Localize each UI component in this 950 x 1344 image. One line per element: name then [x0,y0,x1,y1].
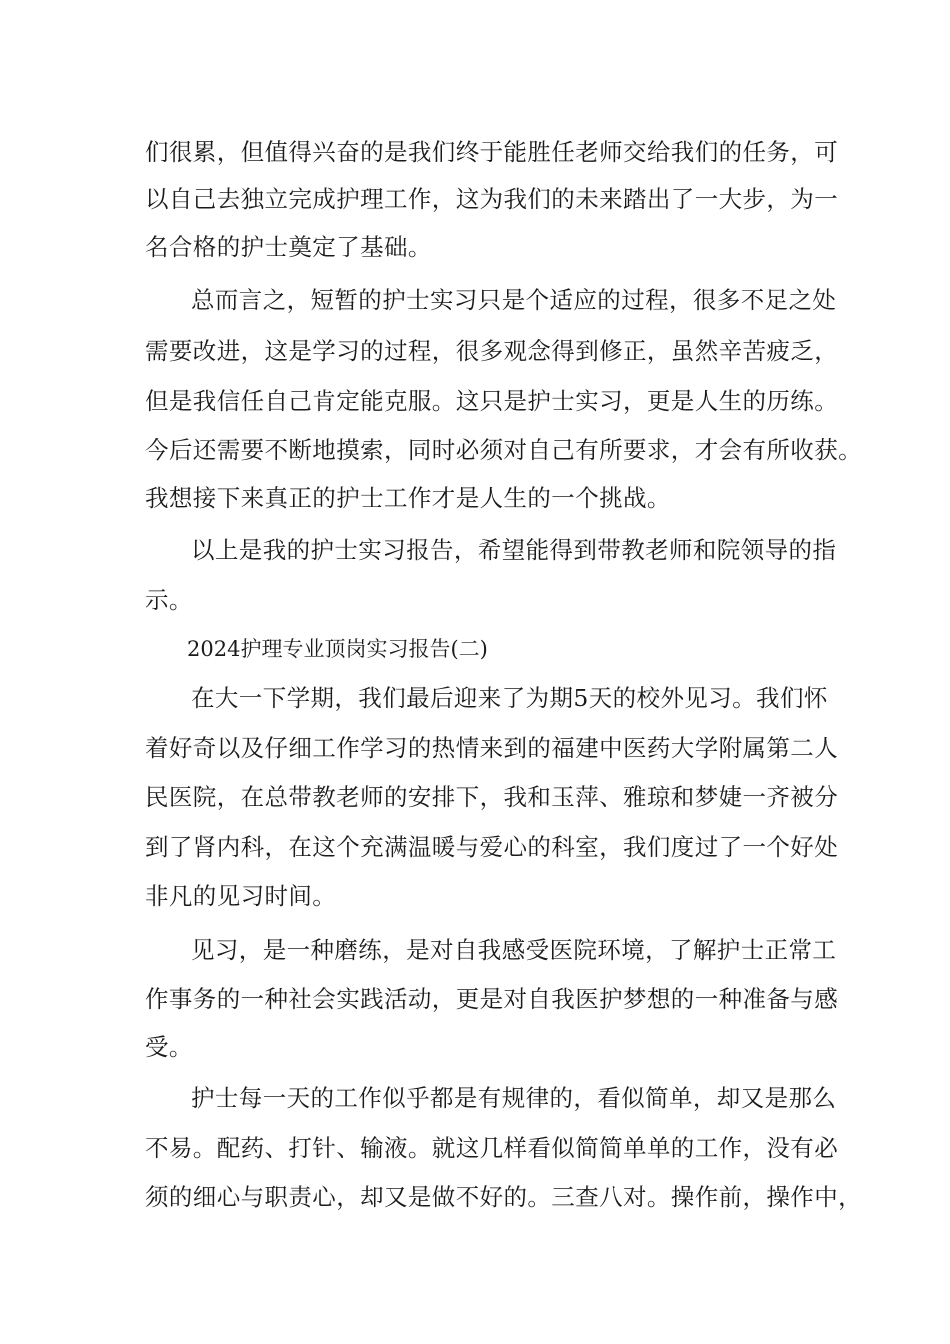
text-line: 作事务的一种社会实践活动，更是对自我医护梦想的一种准备与感 [145,985,839,1013]
text-line: 总而言之，短暂的护士实习只是个适应的过程，很多不足之处 [191,286,837,314]
text-line: 须的细心与职责心，却又是做不好的。三查八对。操作前，操作中， [145,1183,862,1211]
text-line: 示。 [145,586,193,614]
text-line: 到了肾内科，在这个充满温暖与爱心的科室，我们度过了一个好处 [145,833,839,861]
text-line: 但是我信任自己肯定能克服。这只是护士实习，更是人生的历练。 [145,387,839,415]
section-heading: 2024护理专业顶岗实习报告(二) [187,637,488,661]
text-line: 不易。配药、打针、输液。就这几样看似简简单单的工作，没有必 [145,1134,839,1162]
text-line: 需要改进，这是学习的过程，很多观念得到修正，虽然辛苦疲乏， [145,337,839,365]
text-line: 护士每一天的工作似乎都是有规律的，看似简单，却又是那么 [191,1084,837,1112]
text-line: 们很累，但值得兴奋的是我们终于能胜任老师交给我们的任务，可 [145,138,839,166]
text-line: 见习，是一种磨练，是对自我感受医院环境，了解护士正常工 [191,936,837,964]
text-line: 在大一下学期，我们最后迎来了为期5天的校外见习。我们怀 [191,684,828,712]
text-line: 民医院，在总带教老师的安排下，我和玉萍、雅琼和梦婕一齐被分 [145,783,839,811]
text-line: 以自己去独立完成护理工作，这为我们的未来踏出了一大步，为一 [145,185,839,213]
text-line: 我想接下来真正的护士工作才是人生的一个挑战。 [145,484,671,512]
text-line: 着好奇以及仔细工作学习的热情来到的福建中医药大学附属第二人 [145,734,839,762]
text-line: 以上是我的护士实习报告，希望能得到带教老师和院领导的指 [191,536,837,564]
text-line: 非凡的见习时间。 [145,882,337,910]
text-line: 受。 [145,1033,193,1061]
text-line: 名合格的护士奠定了基础。 [145,233,432,261]
text-line: 今后还需要不断地摸索，同时必须对自己有所要求，才会有所收获。 [145,436,862,464]
